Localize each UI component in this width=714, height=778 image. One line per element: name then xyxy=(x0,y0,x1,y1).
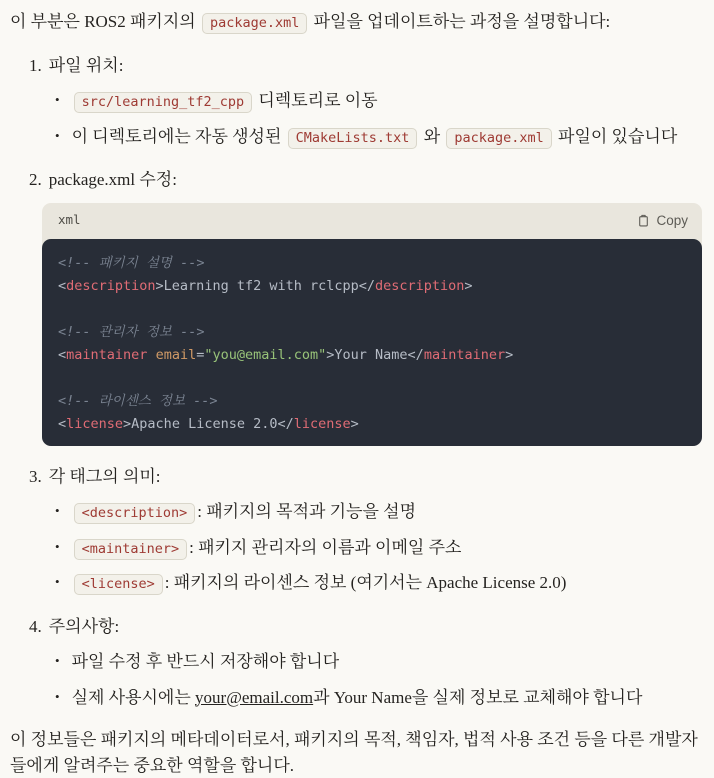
code-line: <!-- 패키지 설명 --> xyxy=(58,254,205,271)
inline-code-cmakelists-txt: CMakeLists.txt xyxy=(288,128,418,149)
bullet-content xyxy=(72,570,704,596)
bullet-icon: • xyxy=(55,92,60,107)
bullet-item xyxy=(55,649,704,675)
bullet-text: 실제 사용시에는 xyxy=(71,687,196,707)
bullet-text: 디렉토리로 이동 xyxy=(254,91,378,110)
inline-code-package-xml: package.xml xyxy=(202,13,307,34)
bullet-icon: • xyxy=(55,653,60,668)
bullet-content xyxy=(72,649,704,675)
bullet-text: : 패키지의 라이센스 정보 (여기서는 Apache License 2.0) xyxy=(164,573,567,592)
code-line-empty xyxy=(58,298,686,321)
bullet-content xyxy=(72,124,704,150)
bullet-content xyxy=(72,88,704,114)
bullet-text: 파일 수정 후 반드시 저장해야 합니다 xyxy=(71,652,340,671)
code-block xyxy=(42,203,702,446)
bullet-text: 과 Your Name을 실제 정보로 교체해야 합니다 xyxy=(313,687,643,707)
bullet-content xyxy=(72,535,704,561)
code-line: <maintainer email="you@email.com">Your Name</maintainer> xyxy=(58,346,514,363)
list-number-4: 4. xyxy=(29,616,42,636)
list-item-3 xyxy=(29,464,704,490)
code-line: <!-- 라이센스 정보 --> xyxy=(58,392,218,409)
bullet-icon: • xyxy=(55,127,60,143)
list-number-2: 2. xyxy=(29,170,42,189)
list-title-4: 주의사항: xyxy=(48,616,120,636)
intro-paragraph xyxy=(10,9,704,35)
clipboard-icon xyxy=(637,213,650,228)
list-title-3: 각 태그의 의미: xyxy=(48,466,161,486)
list-item-1 xyxy=(29,53,704,79)
intro-text-before: 이 부분은 ROS2 패키지의 xyxy=(10,12,200,31)
bullet-item xyxy=(55,570,704,596)
inline-code-package-xml: package.xml xyxy=(446,128,551,149)
outro-paragraph: 이 정보들은 패키지의 메타데이터로서, 패키지의 목적, 책임자, 법적 사용 조건 등을 다른 개발자들에게 알려주는 중요한 역할을 합니다. xyxy=(10,730,698,775)
bullet-icon: • xyxy=(55,503,60,518)
copy-label: Copy xyxy=(656,213,688,228)
code-language-label: xml xyxy=(58,212,81,228)
code-line: <description>Learning tf2 with rclcpp</description> xyxy=(58,277,473,294)
bullet-icon: • xyxy=(55,574,60,589)
bullet-text: 와 xyxy=(419,126,445,146)
bullet-item xyxy=(55,499,704,525)
bullet-icon: • xyxy=(55,538,60,554)
bullet-content xyxy=(72,499,704,525)
bullet-item xyxy=(55,685,704,711)
inline-code-description-tag: <description> xyxy=(74,503,196,524)
list-number-1: 1. xyxy=(29,55,42,75)
list-item-4 xyxy=(29,614,704,640)
inline-code-license-tag: <license> xyxy=(74,574,163,595)
inline-code-src-learning-tf2-cpp: src/learning_tf2_cpp xyxy=(74,92,253,113)
code-line-empty xyxy=(58,367,686,390)
bullet-text: 파일이 있습니다 xyxy=(553,126,678,146)
copy-button[interactable] xyxy=(637,213,688,228)
bullet-icon: • xyxy=(55,688,60,704)
bullet-item xyxy=(55,88,704,114)
list-item-2 xyxy=(29,167,704,193)
email-link[interactable]: your@email.com xyxy=(195,687,314,707)
bullet-text: : 패키지 관리자의 이름과 이메일 주소 xyxy=(189,537,462,557)
bullet-item xyxy=(55,124,704,150)
code-content xyxy=(42,239,702,446)
code-block-header xyxy=(42,203,702,239)
intro-text-after: 파일을 업데이트하는 과정을 설명합니다: xyxy=(309,12,611,31)
code-line: <license>Apache License 2.0</license> xyxy=(58,415,359,432)
list-title-1: 파일 위치: xyxy=(48,55,124,75)
code-line: <!-- 관리자 정보 --> xyxy=(58,323,205,340)
bullet-item xyxy=(55,535,704,561)
bullet-text: : 패키지의 목적과 기능을 설명 xyxy=(197,502,417,521)
bullet-content xyxy=(72,685,704,711)
inline-code-maintainer-tag: <maintainer> xyxy=(74,539,188,560)
list-number-3: 3. xyxy=(29,466,42,486)
bullet-text: 이 디렉토리에는 자동 생성된 xyxy=(71,126,286,146)
list-title-2: package.xml 수정: xyxy=(48,170,177,189)
